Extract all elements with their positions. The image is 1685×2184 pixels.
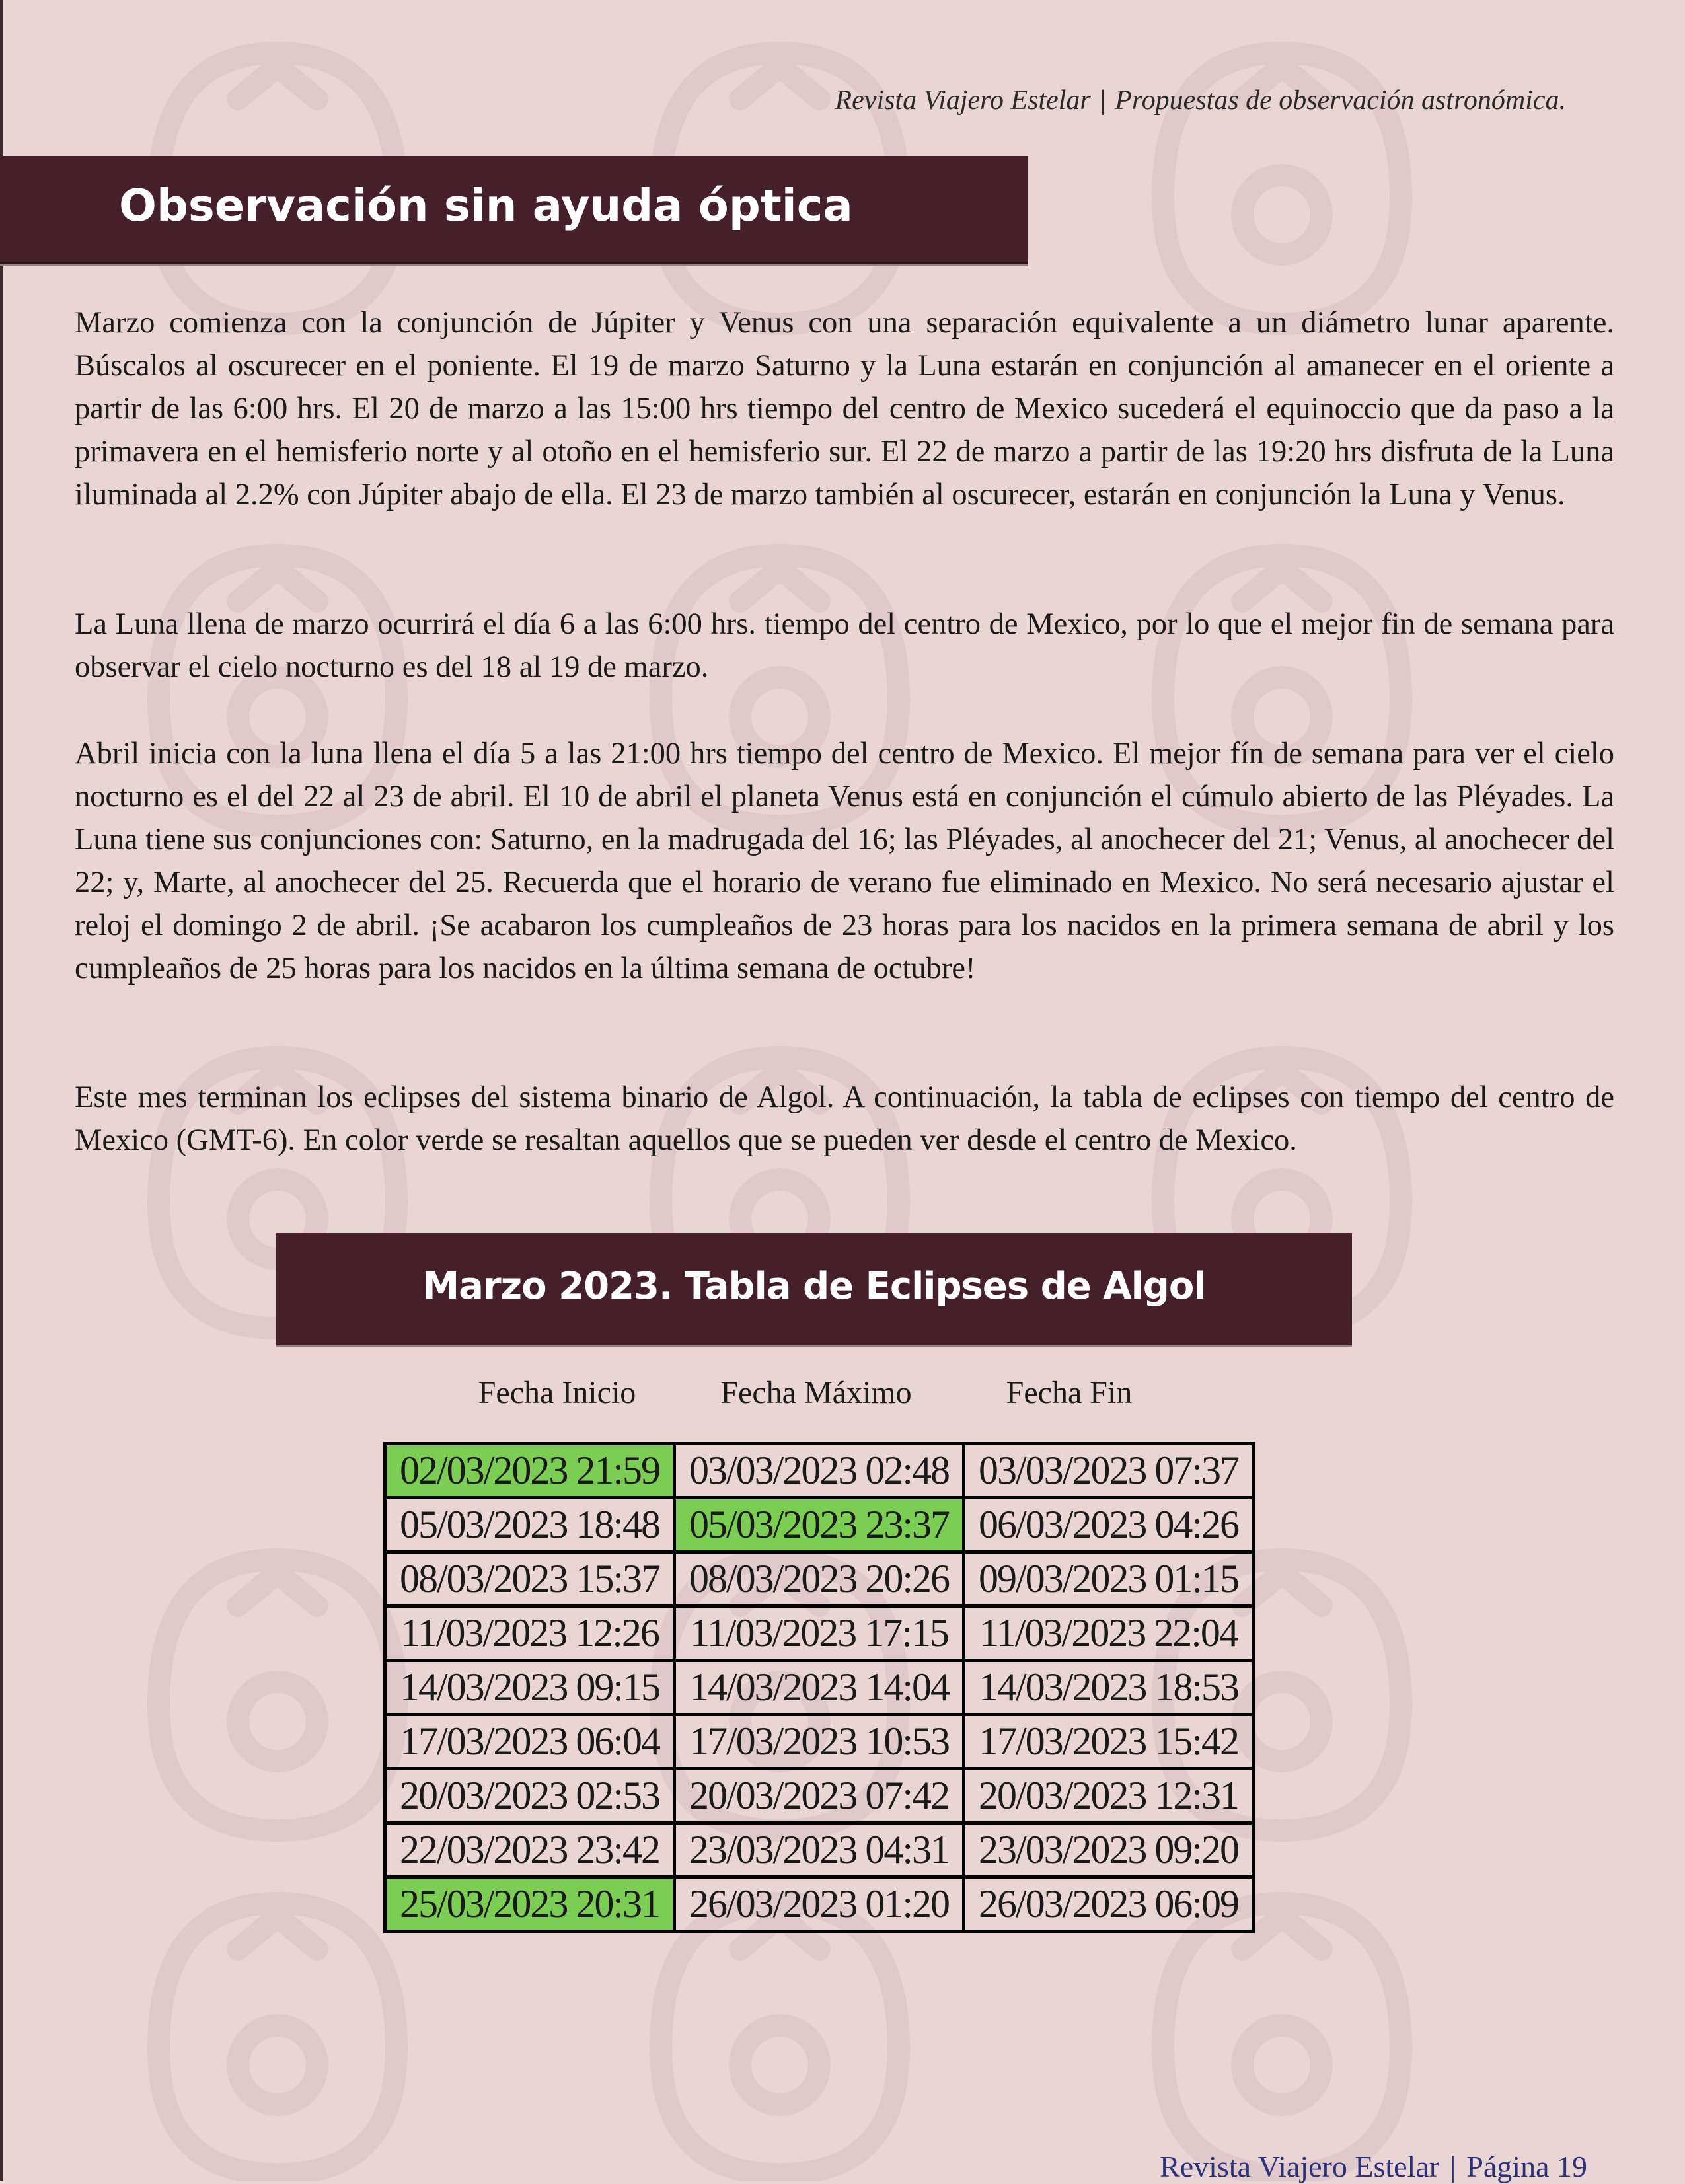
- footer-separator: |: [1450, 2150, 1456, 2183]
- paragraph-march-events: Marzo comienza con la conjunción de Júpiter y Venus con una separación equivalente a un diámetro lunar aparente. Búscalos al oscurecer en el poniente. El 19 de marzo Saturno y la Luna estarán en conjunción al amanecer en el oriente a partir de las 6:00 hrs. El 20 de marzo a las 15:00 hrs tiempo del centro de Mexico sucederá el equinoccio que da paso a la primavera en el hemisferio norte y al otoño en el hemisferio sur. El 22 de marzo a partir de las 19:20 hrs disfruta de la Luna iluminada al 2.2% con Júpiter abajo de ella. El 23 de marzo también al oscurecer, estarán en conjunción la Luna y Venus.: [75, 306, 1614, 511]
- table-cell: 08/03/2023 20:26: [675, 1552, 964, 1606]
- running-head-subtitle: Propuestas de observación astronómica.: [1115, 85, 1566, 116]
- table-cell: 05/03/2023 18:48: [385, 1498, 675, 1552]
- table-row: [385, 1444, 1254, 1498]
- table-column-headers: [0, 1374, 1685, 1421]
- table-row: [385, 1606, 1254, 1661]
- table-row: [385, 1715, 1254, 1769]
- table-cell: 02/03/2023 21:59: [385, 1444, 675, 1498]
- section-title: Observación sin ayuda óptica: [119, 180, 853, 231]
- column-header-maximum: Fecha Máximo: [720, 1375, 912, 1410]
- table-cell: 03/03/2023 02:48: [675, 1444, 964, 1498]
- table-cell: 17/03/2023 10:53: [675, 1715, 964, 1769]
- table-cell: 22/03/2023 23:42: [385, 1823, 675, 1877]
- table-cell: 08/03/2023 15:37: [385, 1552, 675, 1606]
- table-title-banner: [276, 1233, 1352, 1345]
- paragraph-april-events: Abril inicia con la luna llena el día 5 a las 21:00 hrs tiempo del centro de Mexico. El mejor fín de semana para ver el cielo nocturno es el del 22 al 23 de abril. El 10 de abril el planeta Venus está en conjunción el cúmulo abierto de las Pléyades. La Luna tiene sus conjunciones con: Saturno, en la madrugada del 16; las Pléyades, al anochecer del 21; Venus, al anochecer del 22; y, Marte, al anochecer del 25. Recuerda que el horario de verano fue eliminado en Mexico. No será necesario ajustar el reloj el domingo 2 de abril. ¡Se acabaron los cumpleaños de 23 horas para los nacidos en la primera semana de abril y los cumpleaños de 25 horas para los nacidos en la última semana de octubre!: [75, 737, 1614, 985]
- footer-magazine: Revista Viajero Estelar: [1160, 2150, 1440, 2183]
- footer-page-number: Página 19: [1466, 2150, 1587, 2183]
- table-cell: 26/03/2023 01:20: [675, 1877, 964, 1932]
- table-cell: 23/03/2023 04:31: [675, 1823, 964, 1877]
- table-row: [385, 1877, 1254, 1932]
- section-banner: [0, 156, 1028, 264]
- running-head: [835, 85, 1566, 116]
- page-footer: [1160, 2149, 1587, 2184]
- table-cell: 23/03/2023 09:20: [964, 1823, 1254, 1877]
- paragraph-full-moon-march: La Luna llena de marzo ocurrirá el día 6 a las 6:00 hrs. tiempo del centro de Mexico, por lo que el mejor fin de semana para observar el cielo nocturno es del 18 al 19 de marzo.: [75, 607, 1614, 684]
- running-head-separator: |: [1100, 85, 1106, 116]
- table-cell: 11/03/2023 12:26: [385, 1606, 675, 1661]
- table-row: [385, 1769, 1254, 1823]
- table-title: Marzo 2023. Tabla de Eclipses de Algol: [422, 1265, 1206, 1308]
- table-cell: 17/03/2023 15:42: [964, 1715, 1254, 1769]
- table-cell: 11/03/2023 22:04: [964, 1606, 1254, 1661]
- table-cell: 03/03/2023 07:37: [964, 1444, 1254, 1498]
- table-row: [385, 1823, 1254, 1877]
- table-cell: 11/03/2023 17:15: [675, 1606, 964, 1661]
- table-cell: 14/03/2023 09:15: [385, 1661, 675, 1715]
- table-cell: 14/03/2023 18:53: [964, 1661, 1254, 1715]
- running-head-magazine: Revista Viajero Estelar: [835, 85, 1091, 116]
- table-cell: 05/03/2023 23:37: [675, 1498, 964, 1552]
- table-cell: 26/03/2023 06:09: [964, 1877, 1254, 1932]
- column-header-end: Fecha Fin: [1006, 1375, 1133, 1410]
- table-row: [385, 1498, 1254, 1552]
- table-row: [385, 1661, 1254, 1715]
- column-header-start: Fecha Inicio: [478, 1375, 636, 1410]
- paragraph-algol-intro: Este mes terminan los eclipses del sistema binario de Algol. A continuación, la tabla de eclipses con tiempo del centro de Mexico (GMT-6). En color verde se resaltan aquellos que se pueden ver desde el centro de Mexico.: [75, 1080, 1614, 1157]
- table-cell: 20/03/2023 12:31: [964, 1769, 1254, 1823]
- table-cell: 09/03/2023 01:15: [964, 1552, 1254, 1606]
- table-cell: 20/03/2023 07:42: [675, 1769, 964, 1823]
- algol-eclipse-table: [383, 1442, 1255, 1933]
- table-cell: 06/03/2023 04:26: [964, 1498, 1254, 1552]
- table-cell: 25/03/2023 20:31: [385, 1877, 675, 1932]
- table-row: [385, 1552, 1254, 1606]
- table-cell: 14/03/2023 14:04: [675, 1661, 964, 1715]
- table-cell: 20/03/2023 02:53: [385, 1769, 675, 1823]
- table-cell: 17/03/2023 06:04: [385, 1715, 675, 1769]
